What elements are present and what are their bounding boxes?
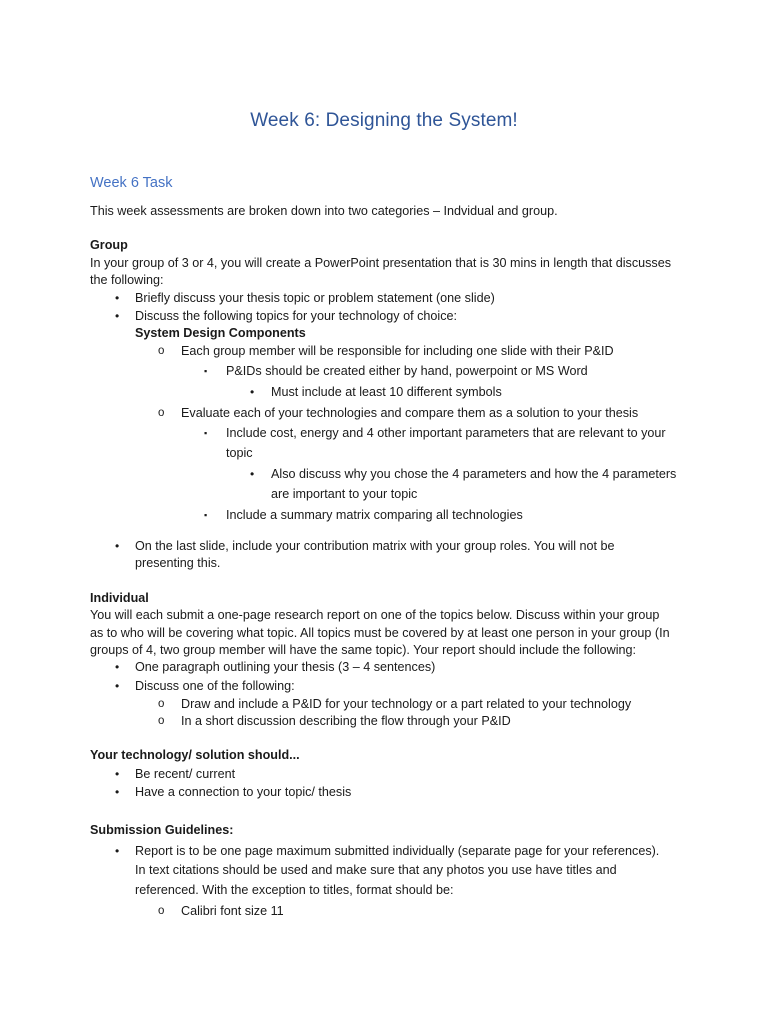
components-heading: System Design Components: [135, 326, 306, 340]
bullet-marker: •: [115, 309, 120, 323]
circle-marker: o: [158, 407, 165, 419]
bullet-marker: •: [250, 385, 255, 399]
individual-paragraph-line: as to who will be covering what topic. All topics must be covered by at least one person in your group (In: [90, 626, 670, 640]
list-item: One paragraph outlining your thesis (3 – 4 sentences): [135, 660, 436, 674]
individual-heading: Individual: [90, 591, 149, 605]
list-item: Report is to be one page maximum submitted individually (separate page for your references).: [135, 844, 660, 858]
submission-heading: Submission Guidelines:: [90, 823, 234, 837]
group-intro-line: the following:: [90, 273, 164, 287]
page-title: Week 6: Designing the System!: [250, 110, 518, 131]
bullet-marker: •: [115, 767, 120, 781]
circle-marker: o: [158, 905, 165, 917]
list-item: Calibri font size 11: [181, 904, 284, 918]
group-intro-line: In your group of 3 or 4, you will create a PowerPoint presentation that is 30 mins in length that discusses: [90, 256, 672, 270]
circle-marker: o: [158, 715, 165, 727]
square-marker: ▪: [204, 510, 208, 520]
circle-marker: o: [158, 698, 165, 710]
technology-heading: Your technology/ solution should...: [90, 748, 300, 762]
list-item-continued: are important to your topic: [271, 487, 418, 501]
list-item-continued: referenced. With the exception to titles, format should be:: [135, 883, 454, 897]
list-item: P&IDs should be created either by hand, powerpoint or MS Word: [226, 364, 588, 378]
bullet-marker: •: [115, 785, 120, 799]
bullet-marker: •: [250, 467, 255, 481]
list-item: Draw and include a P&ID for your technology or a part related to your technology: [181, 697, 632, 711]
list-item: Also discuss why you chose the 4 parameters and how the 4 parameters: [271, 467, 677, 481]
list-item-continued: topic: [226, 446, 253, 460]
group-heading: Group: [90, 238, 128, 252]
list-item: Evaluate each of your technologies and compare them as a solution to your thesis: [181, 406, 639, 420]
bullet-marker: •: [115, 679, 120, 693]
list-item: Discuss the following topics for your technology of choice:: [135, 309, 458, 323]
intro-text: This week assessments are broken down into two categories – Indvidual and group.: [90, 204, 558, 218]
list-item: Include cost, energy and 4 other important parameters that are relevant to your: [226, 426, 666, 440]
list-item: Have a connection to your topic/ thesis: [135, 785, 352, 799]
bullet-marker: •: [115, 844, 120, 858]
square-marker: ▪: [204, 366, 208, 376]
list-item: Be recent/ current: [135, 767, 236, 781]
square-marker: ▪: [204, 428, 208, 438]
individual-paragraph-line: groups of 4, two group member will have the same topic). Your report should include the following:: [90, 643, 637, 657]
list-item: Must include at least 10 different symbols: [271, 385, 502, 399]
list-item-continued: In text citations should be used and make sure that any photos you use have titles and: [135, 863, 617, 877]
list-item: In a short discussion describing the flow through your P&ID: [181, 714, 511, 728]
list-item: Include a summary matrix comparing all technologies: [226, 508, 523, 522]
list-item: On the last slide, include your contribution matrix with your group roles. You will not be: [135, 539, 615, 553]
individual-paragraph-line: You will each submit a one-page research report on one of the topics below. Discuss within your group: [90, 608, 660, 622]
circle-marker: o: [158, 345, 165, 357]
list-item: Briefly discuss your thesis topic or problem statement (one slide): [135, 291, 495, 305]
list-item: Each group member will be responsible for including one slide with their P&ID: [181, 344, 614, 358]
task-heading: Week 6 Task: [90, 175, 173, 191]
bullet-marker: •: [115, 539, 120, 553]
bullet-marker: •: [115, 291, 120, 305]
list-item-continued: presenting this.: [135, 556, 221, 570]
bullet-marker: •: [115, 660, 120, 674]
list-item: Discuss one of the following:: [135, 679, 295, 693]
